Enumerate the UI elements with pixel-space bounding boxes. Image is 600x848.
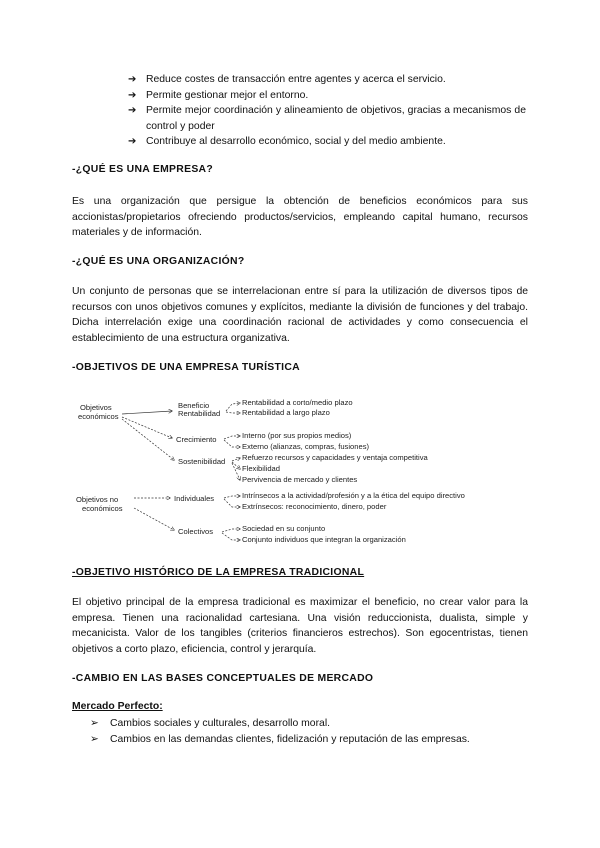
arrow-noeconomicos-colectivos	[134, 508, 174, 530]
list-item: ➔ Reduce costes de transacción entre agentes y acerca el servicio.	[126, 72, 526, 88]
label-colectivos: Colectivos	[178, 527, 214, 536]
subtitle-mercado-perfecto: Mercado Perfecto:	[72, 701, 163, 712]
arrow-economicos-crecimiento	[122, 417, 172, 438]
arrow-economicos-beneficio	[122, 411, 172, 414]
label-extrinsecos: Extrínsecos: reconocimiento, dinero, poder	[242, 502, 387, 511]
label-obj-no-economicos-1: Objetivos no	[76, 495, 119, 504]
arrow-right-icon: ➔	[128, 89, 137, 101]
label-individuales: Individuales	[174, 494, 215, 503]
label-sociedad: Sociedad en su conjunto	[242, 524, 326, 533]
label-pervivencia: Pervivencia de mercado y clientes	[242, 475, 358, 484]
arrow-economicos-sostenibilidad	[122, 419, 174, 460]
label-beneficio: Beneficio	[178, 401, 210, 410]
label-crecimiento: Crecimiento	[176, 435, 217, 444]
list-item: ➔ Contribuye al desarrollo económico, social y del medio ambiente.	[126, 134, 526, 150]
list-item: ➢ Cambios en las demandas clientes, fidelización y reputación de las empresas.	[90, 732, 470, 748]
list-item: ➢ Cambios sociales y culturales, desarrollo moral.	[90, 716, 470, 732]
label-rentabilidad-corto: Rentabilidad a corto/medio plazo	[242, 398, 353, 407]
arrow-conjunto	[222, 533, 240, 540]
arrow-rent-largo	[226, 412, 240, 413]
label-refuerzo: Refuerzo recursos y capacidades y ventaja competitiva	[242, 453, 428, 462]
label-intrinsecos: Intrínsecos a la actividad/profesión y a la ética del equipo directivo	[242, 491, 465, 500]
mercado-perfecto-list	[90, 716, 470, 747]
label-sostenibilidad: Sostenibilidad	[178, 457, 226, 466]
chevron-arrow-icon: ➢	[90, 718, 99, 729]
label-obj-economicos-1: Objetivos	[80, 403, 112, 412]
arrow-right-icon: ➔	[128, 105, 137, 116]
intro-arrow-list	[126, 72, 526, 150]
label-interno: Interno (por sus propios medios)	[242, 431, 352, 440]
arrow-externo	[224, 440, 240, 447]
arrow-intrinsecos	[224, 496, 240, 498]
heading-que-es-empresa: -¿QUÉ ES UNA EMPRESA?	[72, 164, 214, 175]
arrow-right-icon: ➔	[128, 74, 137, 85]
label-obj-economicos-2: económicos	[78, 412, 119, 421]
arrow-sociedad	[222, 529, 240, 532]
chevron-arrow-icon: ➢	[90, 733, 99, 745]
arrow-extrinsecos	[224, 499, 240, 507]
paragraph-organizacion: Un conjunto de personas que se interrelacionan entre sí para la utilización de diversos tipos de recursos con unos objetivos comunes y explícitos, mediante la división de funciones y del trabajo. Dicha interrelación exige una coordinación racional de actividades y como consecuencia el establecimiento de una estructura organizativa.	[72, 286, 528, 345]
label-flexibilidad: Flexibilidad	[242, 464, 280, 473]
label-rentabilidad: Rentabilidad	[178, 409, 221, 418]
arrow-right-icon: ➔	[128, 136, 137, 147]
arrow-refuerzo	[232, 458, 240, 461]
list-item: ➔ Permite mejor coordinación y alineamiento de objetivos, gracias a mecanismos de control y poder	[128, 105, 526, 132]
label-conjunto: Conjunto individuos que integran la organización	[242, 535, 406, 544]
heading-objetivos-empresa-turistica: -OBJETIVOS DE UNA EMPRESA TURÍSTICA	[72, 362, 300, 373]
label-externo: Externo (alianzas, compras, fusiones)	[242, 442, 370, 451]
paragraph-empresa: Es una organización que persigue la obtención de beneficios económicos para sus accionistas/propietarios ofreciendo productos/servicios, empleando capital humano, recursos materiales y de información.	[72, 196, 528, 239]
heading-objetivo-historico: -OBJETIVO HISTÓRICO DE LA EMPRESA TRADICIONAL	[72, 567, 365, 578]
list-item: ➔ Permite gestionar mejor el entorno.	[126, 88, 526, 104]
heading-que-es-organizacion: -¿QUÉ ES UNA ORGANIZACIÓN?	[72, 256, 245, 267]
arrow-interno	[224, 436, 240, 439]
label-obj-no-economicos-2: económicos	[82, 504, 123, 513]
paragraph-historico: El objetivo principal de la empresa tradicional es maximizar el beneficio, no crear valor para la empresa. Tienen una racionalidad cartesiana. Una visión reduccionista, dualista, simple y mecanicista. Valor de los tangibles (criterios financieros estrechos). Son egocentristas, tienen objetivos a corto plazo, eficiencia, control y jerarquía.	[72, 597, 528, 656]
objectives-diagram	[0, 392, 600, 562]
heading-cambio-bases: -CAMBIO EN LAS BASES CONCEPTUALES DE MERCADO	[72, 673, 374, 684]
arrow-flexibilidad	[232, 462, 240, 469]
label-rentabilidad-largo: Rentabilidad a largo plazo	[242, 408, 330, 417]
arrow-rent-corto	[226, 403, 240, 411]
